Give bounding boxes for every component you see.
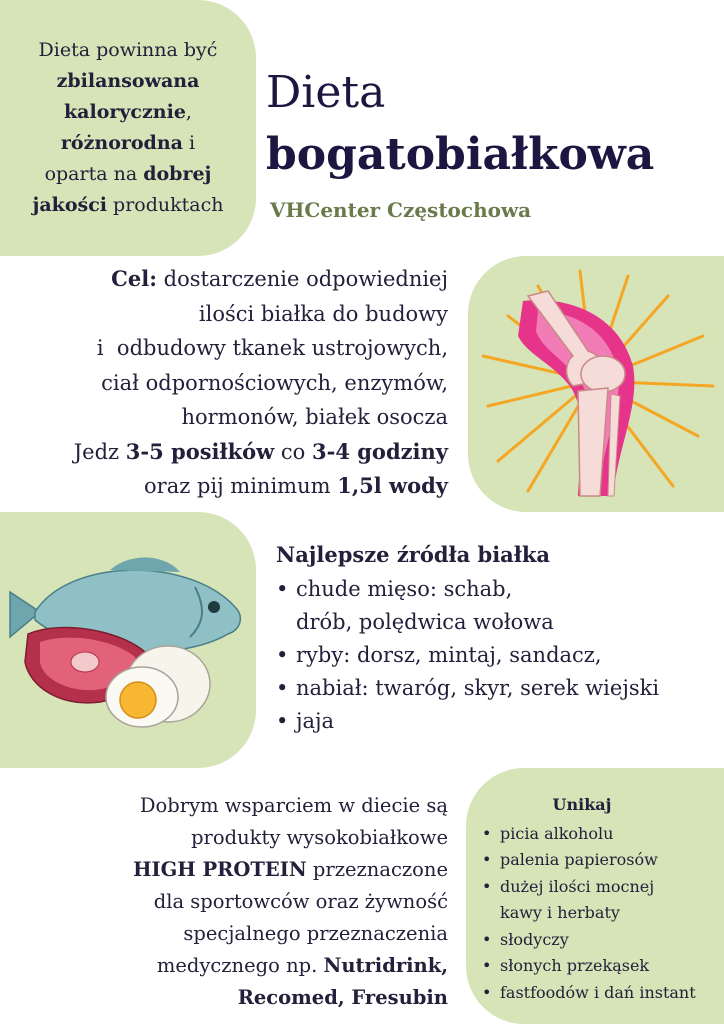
page-title [266, 62, 654, 186]
support-line-2: produkty wysokobiałkowe [191, 826, 448, 849]
intro-text-3: i [182, 132, 196, 154]
avoid-item-3: słodyczy [500, 929, 569, 949]
intro-bold-1: zbilansowana [56, 70, 200, 92]
brand-nutridrink: Nutridrink, [323, 954, 448, 977]
intro-comma: , [185, 101, 192, 123]
intro-bold-2: kalorycznie [64, 101, 186, 123]
goal-label: Cel: [111, 266, 157, 291]
intro-text-5: produktach [107, 194, 224, 216]
avoid-list [482, 792, 722, 1006]
avoid-item-2: dużej ilości mocnej [500, 876, 655, 896]
title-line-1: Dieta [266, 67, 386, 118]
avoid-items [482, 821, 722, 1007]
meal-interval: 3-4 godziny [312, 438, 448, 464]
title-line-2: bogatobiałkowa [266, 129, 655, 180]
avoid-heading: Unikaj [552, 795, 612, 814]
sources-list [276, 573, 716, 738]
protein-sources [276, 538, 716, 738]
source-item-0-cont: drób, polędwica wołowa [296, 610, 554, 634]
source-item-0: chude mięso: schab, [296, 577, 513, 601]
intro-text-4: oparta na [44, 163, 144, 185]
joint-panel [468, 256, 724, 512]
goal-line-5: hormonów, białek osocza [181, 405, 448, 429]
list-item [482, 953, 722, 980]
intro-bold-4: dobrej [143, 163, 212, 185]
list-item [482, 874, 722, 927]
support-line-3 [40, 854, 448, 886]
support-line-3b: przeznaczone [306, 858, 448, 881]
avoid-item-5: fastfoodów i dań instant [500, 982, 696, 1002]
support-text [40, 790, 448, 1014]
support-line-6 [40, 950, 448, 982]
goal-line-1-text: dostarczenie odpowiedniej [156, 267, 448, 291]
subtitle: VHCenter Częstochowa [270, 198, 532, 222]
avoid-item-2-cont: kawy i herbaty [500, 903, 620, 922]
protein-foods-icon [0, 512, 256, 768]
avoid-item-0: picia alkoholu [500, 823, 614, 843]
intro-panel [0, 0, 256, 256]
list-item [276, 639, 716, 672]
brand-recomed-fresubin: Recomed, Fresubin [237, 986, 448, 1009]
high-protein-label: HIGH PROTEIN [133, 858, 307, 881]
water-amount: 1,5l wody [337, 473, 448, 498]
list-item [276, 705, 716, 738]
goal-line-6c: co [274, 439, 312, 464]
support-line-5: specjalnego przeznaczenia [183, 922, 448, 945]
avoid-item-4: słonych przekąsek [500, 956, 650, 975]
list-item [276, 672, 716, 705]
list-item [482, 927, 722, 954]
avoid-item-1: palenia papierosów [500, 850, 658, 869]
goal-line-2: ilości białka do budowy [198, 301, 448, 326]
goal-line-7a: oraz pij minimum [144, 474, 338, 498]
source-item-3: jaja [296, 709, 335, 733]
intro-text [12, 35, 244, 221]
intro-text-1: Dieta powinna być [38, 39, 218, 61]
goal-text [20, 262, 448, 504]
list-item [482, 821, 722, 848]
knee-joint-icon [468, 256, 724, 512]
support-line-7 [40, 982, 448, 1014]
list-item [482, 980, 722, 1007]
goal-line-1 [20, 262, 448, 297]
list-item [276, 573, 716, 639]
food-panel [0, 512, 256, 768]
sources-heading: Najlepsze źródła białka [276, 542, 551, 567]
support-line-1: Dobrym wsparciem w diecie są [139, 794, 448, 817]
support-line-6a: medycznego np. [156, 954, 324, 977]
goal-line-6 [20, 435, 448, 470]
source-item-1: ryby: dorsz, mintaj, sandacz, [296, 643, 602, 667]
intro-bold-3: różnorodna [60, 132, 183, 154]
intro-bold-5: jakości [32, 194, 108, 216]
meals-count: 3-5 posiłków [125, 438, 275, 464]
list-item [482, 847, 722, 874]
goal-line-7 [20, 469, 448, 504]
goal-line-6a: Jedz [73, 439, 126, 464]
source-item-2: nabiał: twaróg, skyr, serek wiejski [296, 676, 660, 700]
goal-line-4: ciał odpornościowych, enzymów, [101, 370, 448, 395]
support-line-4: dla sportowców oraz żywność [153, 890, 448, 913]
goal-line-3: i odbudowy tkanek ustrojowych, [96, 336, 448, 360]
